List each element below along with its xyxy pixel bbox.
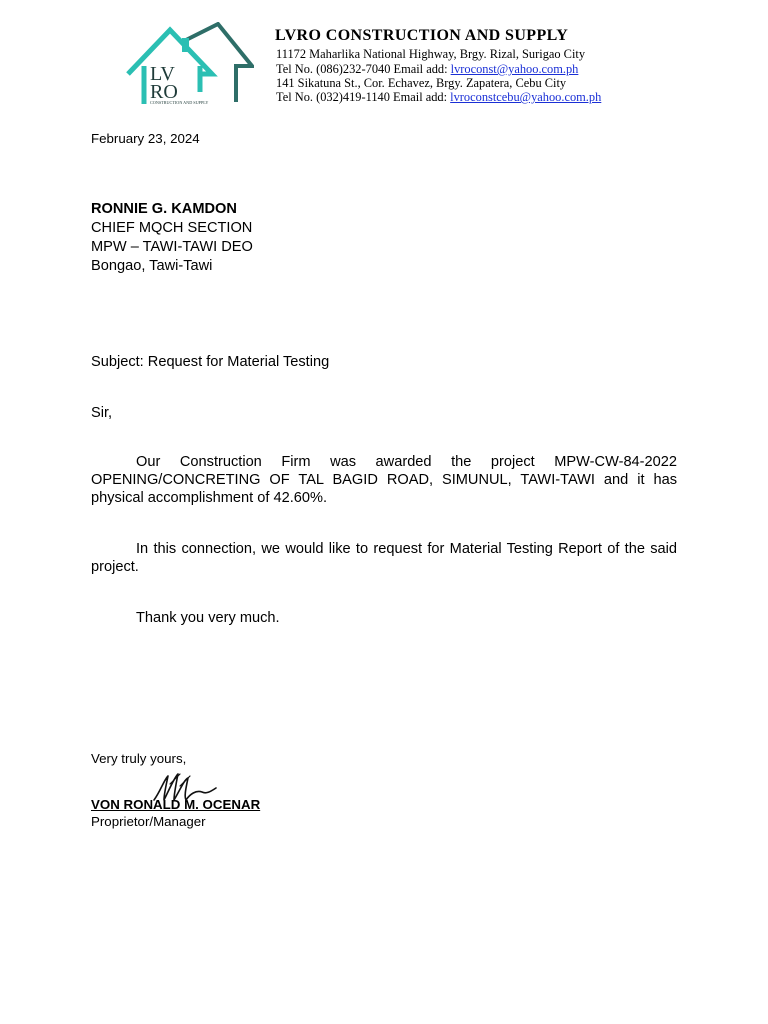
logo-subtitle: CONSTRUCTION AND SUPPLY [150,100,209,105]
recipient-location: Bongao, Tawi-Tawi [91,258,213,274]
contact-cebu [276,90,601,105]
address-cebu: 141 Sikatuna St., Cor. Echavez, Brgy. Zapatera, Cebu City [276,76,567,90]
body-paragraph-2: In this connection, we would like to request for Material Testing Report of the said project. [91,541,677,575]
address-surigao: 11172 Maharlika National Highway, Brgy. Rizal, Surigao City [276,47,586,61]
handwritten-signature [150,770,220,810]
email-link-surigao[interactable]: lvroconst@yahoo.com.ph [450,62,579,76]
letter-subject: Subject: Request for Material Testing [91,354,330,370]
signatory-title: Proprietor/Manager [91,814,206,829]
letter-closing: Very truly yours, [91,751,187,766]
logo-text-lv: LV [150,63,175,85]
logo-text-ro: RO [150,81,178,103]
body-paragraph-1: Our Construction Firm was awarded the project MPW-CW-84-2022 OPENING/CONCRETING OF TAL BAGID ROAD, SIMUNUL, TAWI-TAWI and it has physical accomplishment of 42.60%. [91,454,677,506]
contact-cebu-tel: Tel No. (032)419-1140 Email add: [276,90,451,104]
letter-salutation: Sir, [91,405,113,421]
email-link-cebu[interactable]: lvroconstcebu@yahoo.com.ph [450,90,602,104]
company-logo [124,22,254,110]
logo-chimney [182,38,189,52]
letter-date: February 23, 2024 [91,131,200,146]
recipient-office: MPW – TAWI-TAWI DEO [91,239,253,255]
recipient-title: CHIEF MQCH SECTION [91,220,253,236]
recipient-name: RONNIE G. KAMDON [91,201,237,217]
contact-surigao [276,62,578,77]
body-paragraph-3: Thank you very much. [136,610,280,626]
signatory-name: VON RONALD M. OCENAR [91,797,261,812]
company-name: LVRO CONSTRUCTION AND SUPPLY [275,27,569,44]
contact-surigao-tel: Tel No. (086)232-7040 Email add: [276,62,451,76]
logo-roof-dark [186,24,252,102]
